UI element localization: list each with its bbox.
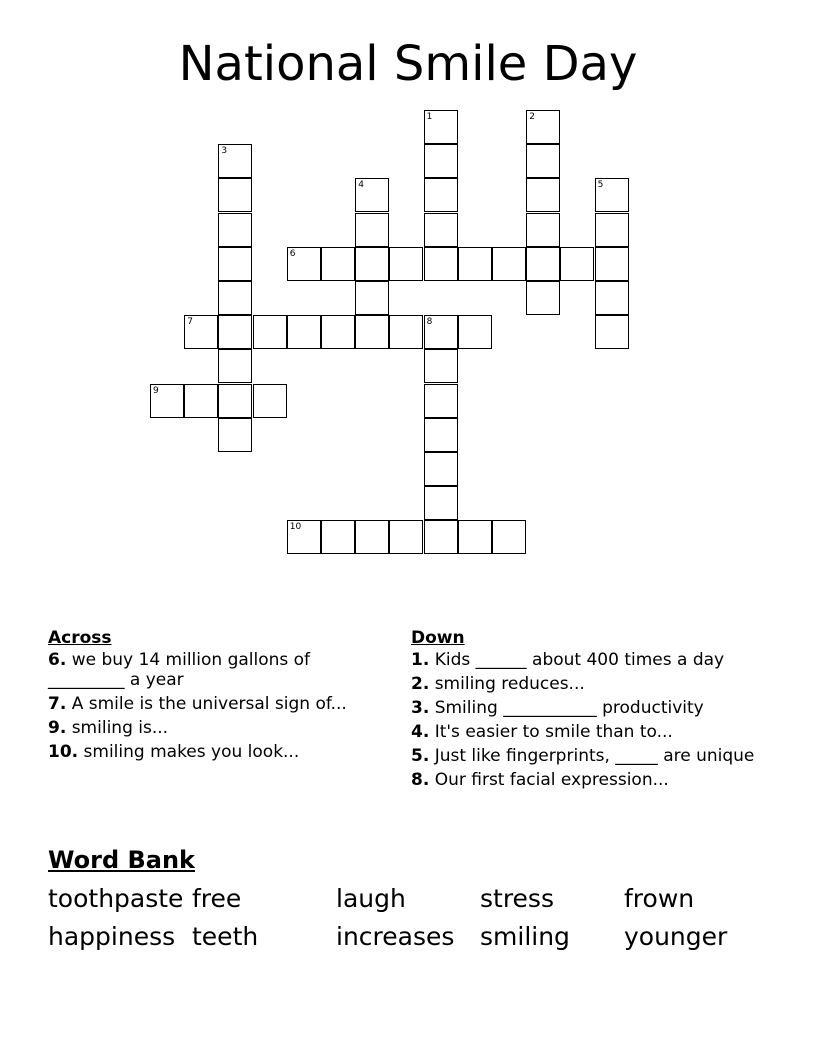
crossword-cell[interactable]: [253, 384, 287, 418]
across-heading: Across: [48, 628, 112, 648]
crossword-cell[interactable]: [321, 315, 355, 349]
clue-number: 3.: [411, 698, 430, 718]
crossword-cell[interactable]: [355, 281, 389, 315]
clue-number-label: 5: [597, 180, 604, 191]
word-bank-item: laugh: [336, 884, 406, 913]
crossword-cell[interactable]: [355, 247, 389, 281]
crossword-cell[interactable]: [492, 247, 526, 281]
crossword-cell[interactable]: [321, 247, 355, 281]
clue-text: Kids ______ about 400 times a day: [434, 650, 725, 670]
crossword-cell[interactable]: [424, 315, 458, 349]
crossword-cell[interactable]: [184, 384, 218, 418]
crossword-cell[interactable]: [424, 349, 458, 383]
crossword-cell[interactable]: [458, 315, 492, 349]
down-clue-8: [411, 770, 761, 790]
clue-text: It's easier to smile than to...: [434, 722, 673, 742]
clue-number: 9.: [48, 718, 67, 738]
word-bank-item: teeth: [192, 922, 259, 951]
crossword-cell[interactable]: [355, 520, 389, 554]
down-clue-2: [411, 674, 761, 694]
word-bank-item: toothpaste: [48, 884, 184, 913]
crossword-cell[interactable]: [355, 213, 389, 247]
crossword-cell[interactable]: [560, 247, 594, 281]
crossword-cell[interactable]: [218, 213, 252, 247]
crossword-cell[interactable]: [218, 281, 252, 315]
crossword-cell[interactable]: [424, 247, 458, 281]
clue-text: Our first facial expression...: [434, 770, 669, 790]
down-clue-1: [411, 650, 761, 670]
crossword-cell[interactable]: [389, 247, 423, 281]
crossword-cell[interactable]: [218, 349, 252, 383]
crossword-cell[interactable]: [526, 110, 560, 144]
crossword-cell[interactable]: [424, 418, 458, 452]
clue-number: 1.: [411, 650, 430, 670]
clue-text: we buy 14 million gallons of _________ a year: [48, 650, 311, 690]
clue-number-label: 4: [358, 180, 364, 191]
crossword-cell[interactable]: [218, 315, 252, 349]
clue-number-label: 6: [289, 248, 296, 259]
clue-number: 8.: [411, 770, 430, 790]
crossword-cell[interactable]: [218, 418, 252, 452]
crossword-cell[interactable]: [492, 520, 526, 554]
crossword-cell[interactable]: [424, 452, 458, 486]
down-clue-3: [411, 698, 761, 718]
word-bank-item: smiling: [480, 922, 570, 951]
crossword-cell[interactable]: [321, 520, 355, 554]
crossword-cell[interactable]: [595, 281, 629, 315]
crossword-cell[interactable]: [355, 315, 389, 349]
down-clue-5: [411, 746, 761, 766]
crossword-cell[interactable]: [424, 384, 458, 418]
crossword-cell[interactable]: [595, 213, 629, 247]
crossword-cell[interactable]: [218, 144, 252, 178]
word-bank-item: frown: [624, 884, 695, 913]
clue-number-label: 1: [426, 112, 433, 122]
across-clue-9: [48, 718, 378, 738]
across-clue-6: [48, 650, 378, 690]
clue-number: 7.: [48, 694, 67, 714]
crossword-cell[interactable]: [218, 247, 252, 281]
clue-number-label: 8: [426, 317, 433, 328]
crossword-cell[interactable]: [424, 144, 458, 178]
crossword-cell[interactable]: [424, 486, 458, 520]
down-clue-4: [411, 722, 761, 742]
clue-text: A smile is the universal sign of...: [71, 694, 347, 714]
crossword-cell[interactable]: [526, 247, 560, 281]
crossword-cell[interactable]: [595, 178, 629, 212]
clue-number-label: 7: [187, 317, 193, 328]
crossword-cell[interactable]: [287, 315, 321, 349]
word-bank-item: free: [192, 884, 242, 913]
clue-number: 5.: [411, 746, 430, 766]
crossword-cell[interactable]: [595, 315, 629, 349]
crossword-cell[interactable]: [253, 315, 287, 349]
crossword-cell[interactable]: [424, 213, 458, 247]
page-title: National Smile Day: [178, 36, 638, 92]
word-bank-item: stress: [480, 884, 554, 913]
word-bank-title: Word Bank: [48, 846, 196, 874]
down-heading: Down: [411, 628, 465, 648]
crossword-cell[interactable]: [184, 315, 218, 349]
clue-text: smiling reduces...: [434, 674, 585, 694]
crossword-cell[interactable]: [218, 384, 252, 418]
crossword-cell[interactable]: [287, 247, 321, 281]
down-clues: [411, 628, 761, 794]
crossword-cell[interactable]: [424, 110, 458, 144]
clue-number: 10.: [48, 742, 79, 762]
clue-text: smiling is...: [71, 718, 169, 738]
clue-number: 4.: [411, 722, 430, 742]
word-bank-item: happiness: [48, 922, 176, 951]
crossword-cell[interactable]: [595, 247, 629, 281]
crossword-cell[interactable]: [424, 178, 458, 212]
crossword-cell[interactable]: [389, 520, 423, 554]
crossword-cell[interactable]: [526, 213, 560, 247]
crossword-cell[interactable]: [218, 178, 252, 212]
crossword-cell[interactable]: [424, 520, 458, 554]
clue-text: Just like fingerprints, _____ are unique: [434, 746, 755, 766]
across-clue-10: [48, 742, 378, 762]
word-bank-item: increases: [336, 922, 455, 951]
clue-number: 6.: [48, 650, 67, 670]
clue-number-label: 9: [153, 385, 159, 396]
crossword-cell[interactable]: [526, 281, 560, 315]
clue-number-label: 2: [529, 112, 535, 122]
crossword-cell[interactable]: [526, 178, 560, 212]
crossword-cell[interactable]: [287, 520, 321, 554]
crossword-cell[interactable]: [458, 247, 492, 281]
crossword-cell[interactable]: [526, 144, 560, 178]
crossword-cell[interactable]: [389, 315, 423, 349]
clue-number-label: 10: [289, 522, 302, 533]
clue-number: 2.: [411, 674, 430, 694]
across-clues: [48, 628, 378, 766]
word-bank-item: younger: [624, 922, 728, 951]
clue-text: smiling makes you look...: [83, 742, 300, 762]
clue-number-label: 3: [221, 146, 228, 157]
crossword-cell[interactable]: [150, 384, 184, 418]
crossword-cell[interactable]: [458, 520, 492, 554]
clue-text: Smiling ___________ productivity: [434, 698, 704, 718]
crossword-cell[interactable]: [355, 178, 389, 212]
across-clue-7: [48, 694, 378, 714]
